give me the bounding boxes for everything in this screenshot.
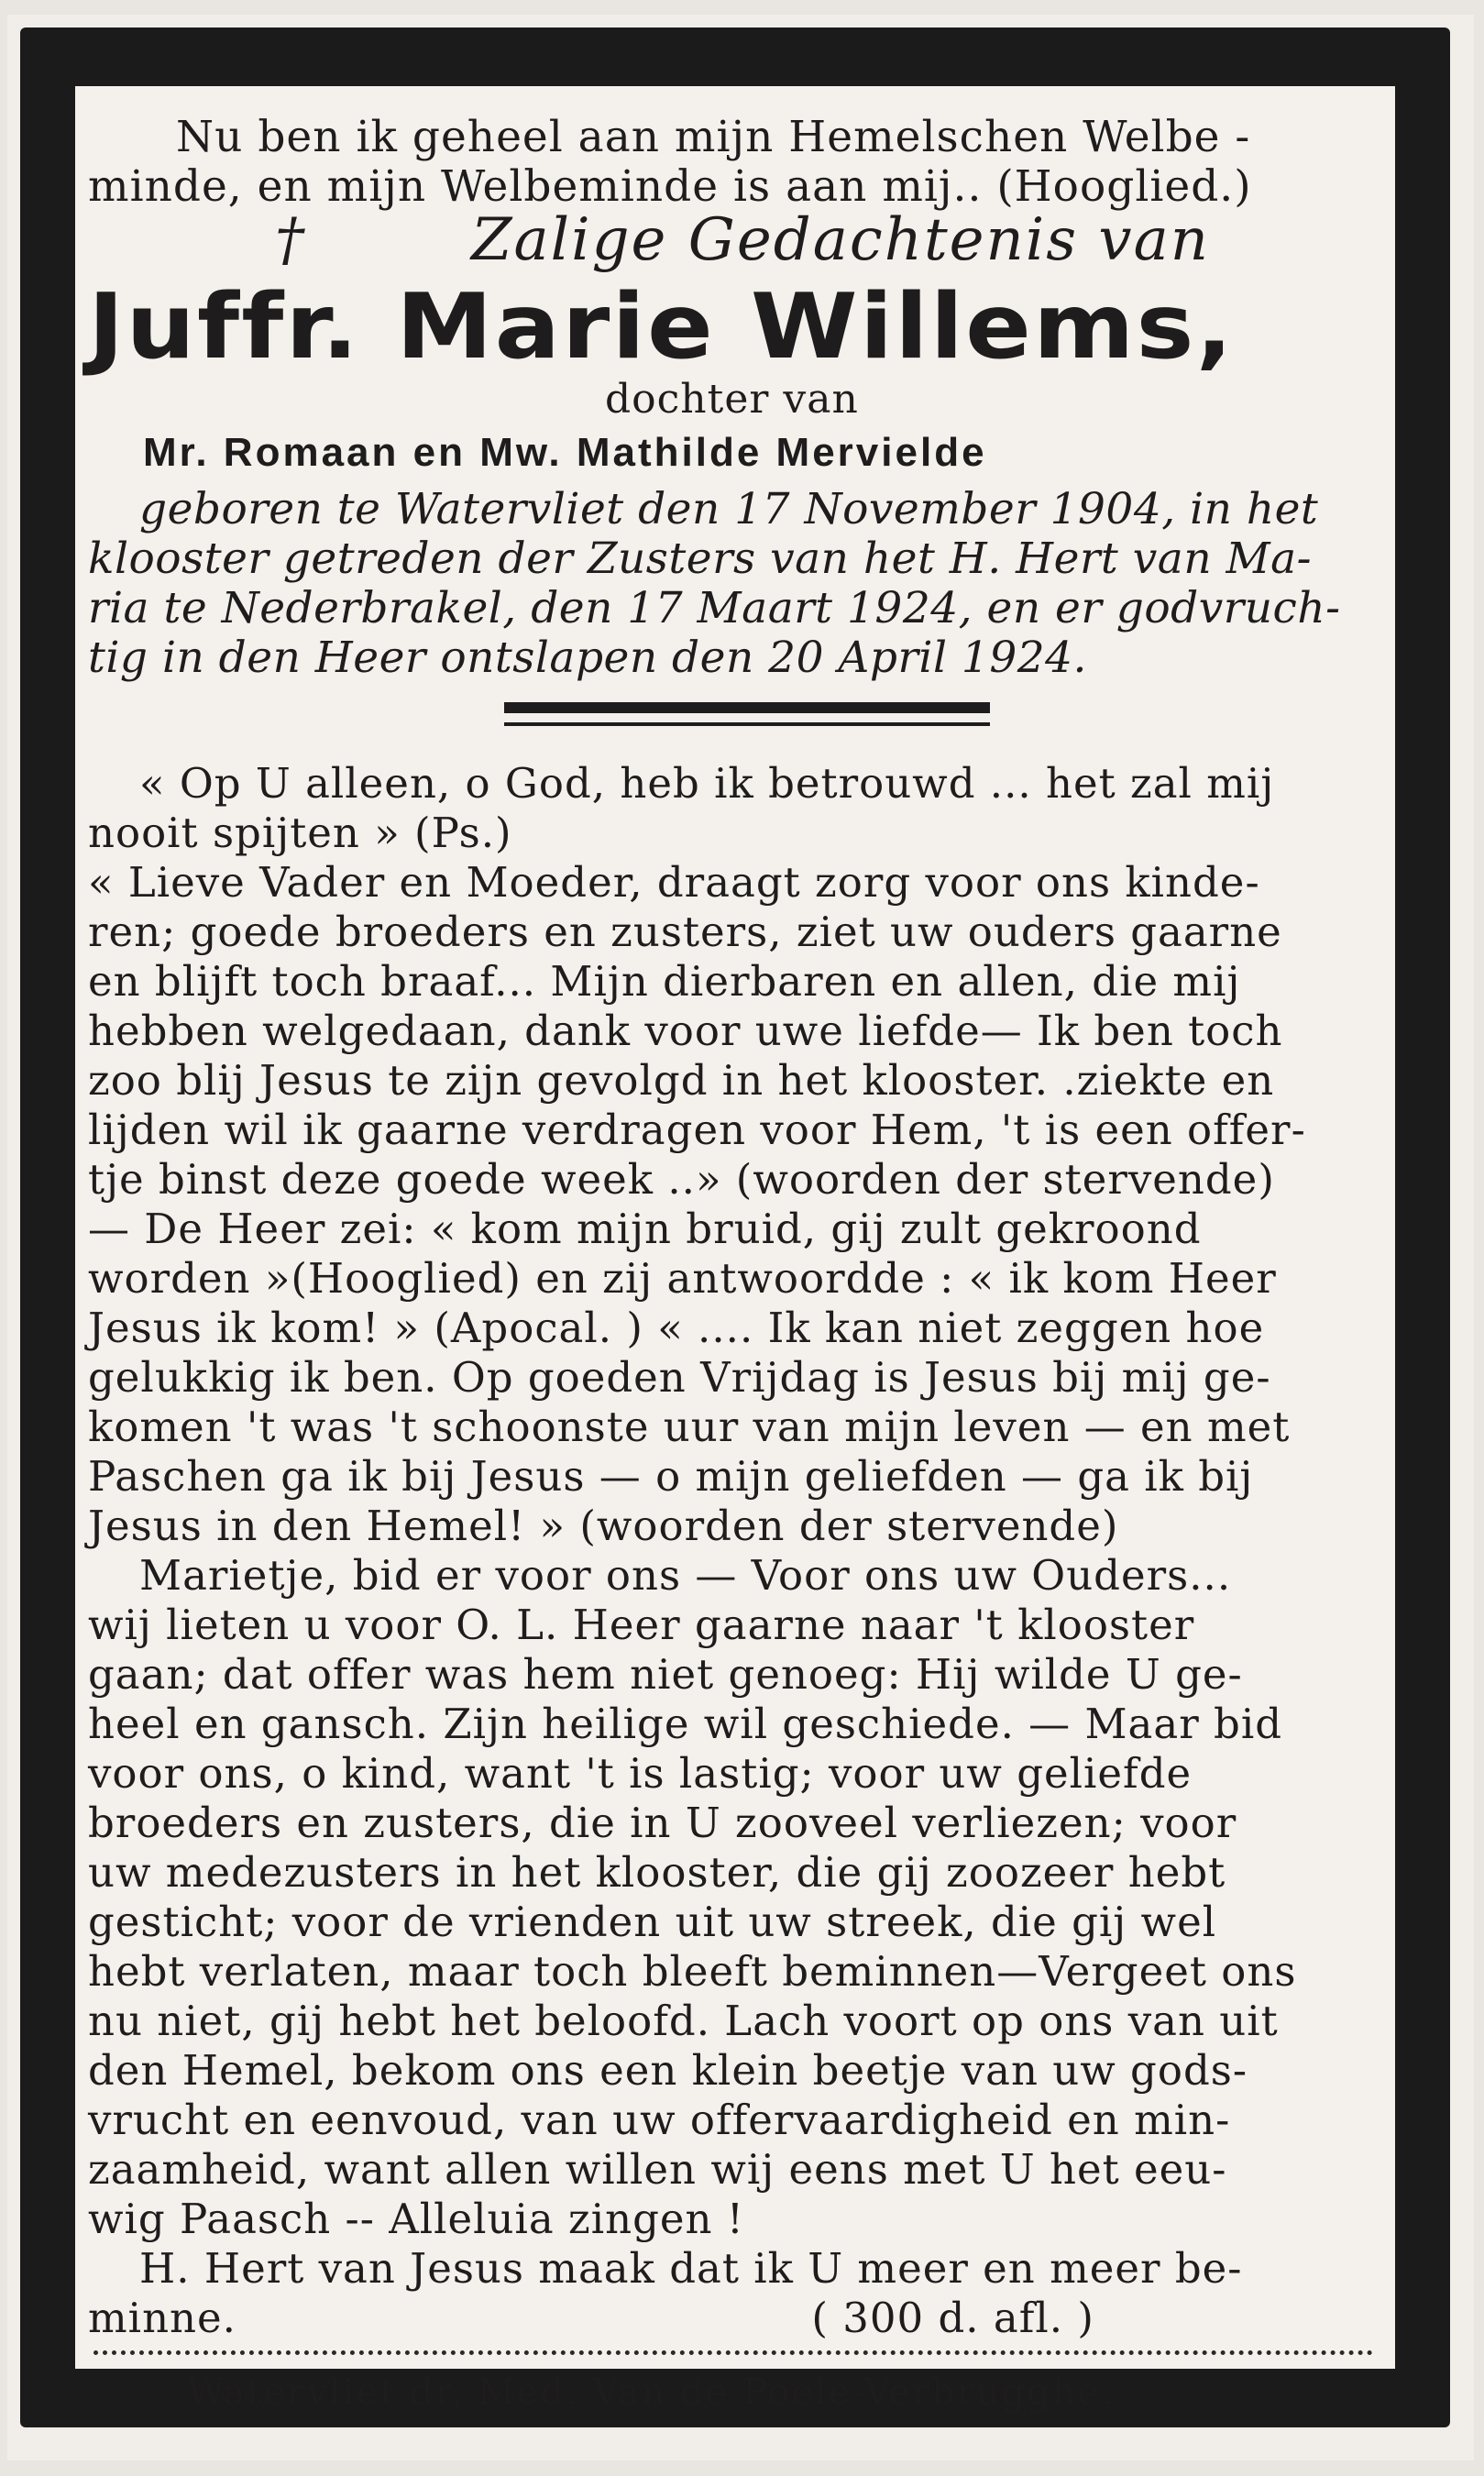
body-line: wij lieten u voor O. L. Heer gaarne naar 't klooster bbox=[88, 1601, 1195, 1649]
body-line: zoo blij Jesus te zijn gevolgd in het klooster. .ziekte en bbox=[88, 1056, 1275, 1105]
body-line: nooit spijten » (Ps.) bbox=[88, 809, 512, 857]
body-line: hebben welgedaan, dank voor uwe liefde— Ik ben toch bbox=[88, 1007, 1283, 1055]
body-line: ren; goede broeders en zusters, ziet uw ouders gaarne bbox=[88, 908, 1282, 956]
birth-line-3: ria te Nederbrakel, den 17 Maart 1924, en er godvruch- bbox=[88, 583, 1341, 633]
body-line: voor ons, o kind, want 't is lastig; voor uw geliefde bbox=[88, 1749, 1193, 1798]
body-line: gesticht; voor de vrienden uit uw streek, die gij wel bbox=[88, 1898, 1217, 1946]
body-line: Jesus in den Hemel! » (woorden der stervende) bbox=[88, 1502, 1119, 1550]
body-line: uw medezusters in het klooster, die gij zoozeer hebt bbox=[88, 1848, 1226, 1897]
body-line: Paschen ga ik bij Jesus — o mijn geliefden — ga ik bij bbox=[88, 1452, 1254, 1501]
body-line: minne. ( 300 d. afl. ) bbox=[88, 2294, 1094, 2342]
birth-line-2: klooster getreden der Zusters van het H. Hert van Ma- bbox=[88, 534, 1313, 584]
daughter-of-label: dochter van bbox=[605, 376, 859, 423]
body-line: « Op U alleen, o God, heb ik betrouwd ... het zal mij bbox=[139, 759, 1275, 808]
body-line: tje binst deze goede week ..» (woorden der stervende) bbox=[88, 1155, 1275, 1204]
body-line: heel en gansch. Zijn heilige wil geschiede. — Maar bid bbox=[88, 1700, 1283, 1748]
deceased-name: Juffr. Marie Willems, bbox=[88, 275, 1236, 380]
body-line: wig Paasch -- Alleluia zingen ! bbox=[88, 2195, 744, 2243]
body-line: lijden wil ik gaarne verdragen voor Hem, 't is een offer- bbox=[88, 1106, 1306, 1154]
footer-dotted-rule bbox=[93, 2350, 1373, 2355]
body-line: worden »(Hooglied) en zij antwoordde : « ik kom Heer bbox=[88, 1254, 1277, 1303]
card-panel bbox=[75, 86, 1395, 2414]
body-line: gelukkig ik ben. Op goeden Vrijdag is Jesus bij mij ge- bbox=[88, 1353, 1271, 1402]
body-line: komen 't was 't schoonste uur van mijn leven — en met bbox=[88, 1403, 1291, 1451]
body-line: gaan; dat offer was hem niet genoeg: Hij wilde U ge- bbox=[88, 1650, 1243, 1699]
divider-rule-thin bbox=[504, 722, 990, 726]
cross-icon: † bbox=[275, 206, 306, 274]
body-line: « Lieve Vader en Moeder, draagt zorg voor ons kinde- bbox=[88, 858, 1260, 907]
body-line: broeders en zusters, die in U zooveel verliezen; voor bbox=[88, 1799, 1237, 1847]
body-line: den Hemel, bekom ons een klein beetje van uw gods- bbox=[88, 2046, 1248, 2095]
body-line: zaamheid, want allen willen wij eens met U het eeu- bbox=[88, 2145, 1227, 2194]
card-title: Zalige Gedachtenis van bbox=[471, 206, 1210, 274]
body-line: — De Heer zei: « kom mijn bruid, gij zult gekroond bbox=[88, 1205, 1202, 1253]
body-line: vrucht en eenvoud, van uw offervaardigheid en min- bbox=[88, 2096, 1231, 2144]
divider-rule-thick bbox=[504, 702, 990, 713]
opening-quote-line-1: Nu ben ik geheel aan mijn Hemelschen Welbe - bbox=[176, 112, 1251, 162]
body-line: Marietje, bid er voor ons — Voor ons uw Ouders... bbox=[139, 1551, 1232, 1600]
body-line: hebt verlaten, maar toch bleeft beminnen—Vergeet ons bbox=[88, 1947, 1297, 1996]
body-line: nu niet, gij hebt het beloofd. Lach voort op ons van uit bbox=[88, 1997, 1279, 2045]
body-line: H. Hert van Jesus maak dat ik U meer en meer be- bbox=[139, 2244, 1243, 2293]
birth-line-1: geboren te Watervliet den 17 November 1904, in het bbox=[139, 484, 1319, 534]
printer-credit: Watervliet dr. Med. Van de Poele-Verbrugghe. bbox=[187, 2371, 1115, 2414]
body-line: en blijft toch braaf... Mijn dierbaren en allen, die mij bbox=[88, 957, 1241, 1006]
parents-names: Mr. Romaan en Mw. Mathilde Mervielde bbox=[143, 430, 987, 475]
opening-quote-line-2: minde, en mijn Welbeminde is aan mij.. (Hooglied.) bbox=[88, 161, 1252, 212]
body-line: Jesus ik kom! » (Apocal. ) « .... Ik kan niet zeggen hoe bbox=[88, 1304, 1265, 1352]
birth-line-4: tig in den Heer ontslapen den 20 April 1924. bbox=[88, 633, 1087, 683]
